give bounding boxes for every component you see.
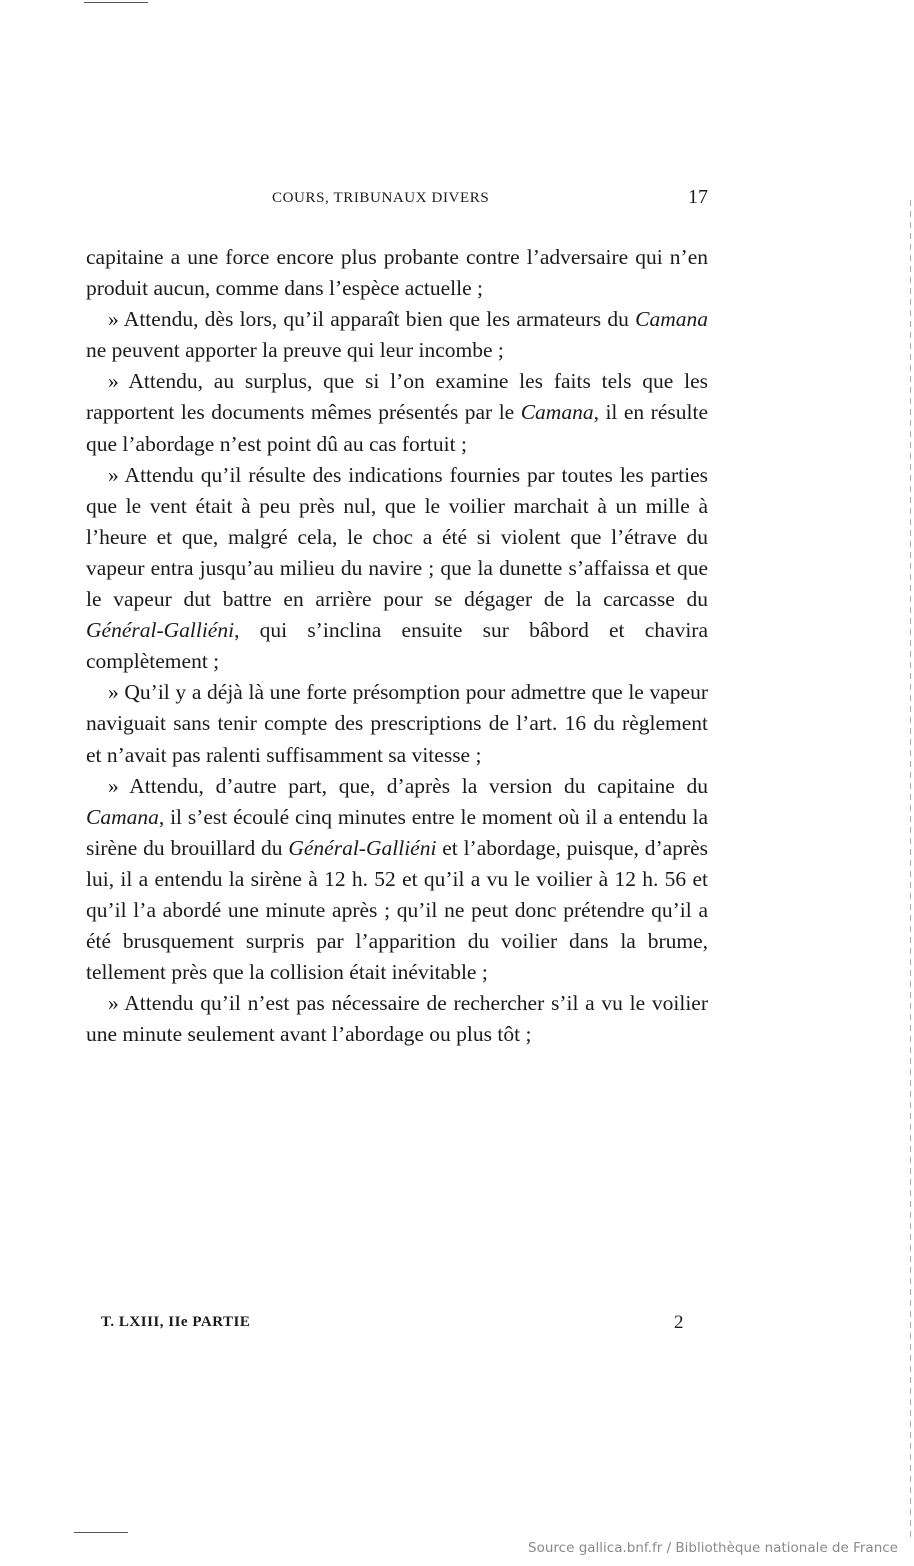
page-edge [910,200,911,1540]
ship-name: Camana [635,307,708,332]
text-run: , qui s’inclina ensuite sur bâbord et chavira complètement ; [86,618,708,674]
text-run: » Attendu qu’il n’est pas nécessaire de rechercher s’il a vu le voilier une minute seulement avant l’abordage ou plus tôt ; [86,991,708,1047]
top-rule [84,2,148,3]
volume-signature: T. LXIII, IIe PARTIE [101,1314,251,1330]
paragraph [86,460,708,678]
ship-name: Général-Galliéni [288,835,437,860]
ship-name: Général-Galliéni [86,618,235,643]
ship-name: Camana [520,400,594,425]
running-head [86,186,708,212]
paragraph [86,304,708,366]
paragraph [86,366,708,459]
body-text [86,242,708,1050]
text-run: , il s’est écoulé cinq minutes entre le moment où il a entendu la sirène du brouillard du [86,804,708,860]
source-credit: Source gallica.bnf.fr / Bibliothèque nationale de France [528,1540,898,1556]
paragraph [86,242,708,304]
text-run: » Attendu, d’autre part, que, d’après la version du capitaine du [108,773,708,798]
text-run: » Attendu, au surplus, que si l’on examine les faits tels que les rapportent les documents mêmes présentés par le [86,369,708,425]
paragraph [86,677,708,770]
text-run: » Qu’il y a déjà là une forte présomption pour admettre que le vapeur naviguait sans tenir compte des prescriptions de l’art. 16 du règlement et n’avait pas ralenti suffisamment sa vitesse ; [86,680,708,767]
text-run: ne peuvent apporter la preuve qui leur incombe ; [86,338,504,363]
text-run: » Attendu, dès lors, qu’il apparaît bien que les armateurs du [108,307,636,332]
running-title: COURS, TRIBUNAUX DIVERS [272,190,490,206]
text-run: et l’abordage, puisque, d’après lui, il a entendu la sirène à 12 h. 52 et qu’il a vu le voilier à 12 h. 56 et qu’il l’a abordé une minute après ; qu’il ne peut donc prétendre qu’il a été brusquement surpris par l’apparition du voilier dans la brume, tellement près que la collision était inévitable ; [86,835,709,985]
text-run: , il en résulte que l’abordage n’est point dû au cas fortuit ; [86,400,708,456]
paragraph [86,771,708,989]
gathering-number: 2 [674,1312,684,1333]
text-run: » Attendu qu’il résulte des indications fournies par toutes les parties que le vent était à peu près nul, que le voilier marchait à un mille à l’heure et que, malgré cela, le choc a été si violent que l’étrave du vapeur entra jusqu’au milieu du navire ; que la dunette s’affaissa et que le vapeur dut battre en arrière pour se dégager de la carcasse du [86,462,708,612]
text-run: capitaine a une force encore plus probante contre l’adversaire qui n’en produit aucun, comme dans l’espèce actuelle ; [86,245,708,301]
bottom-rule [74,1532,128,1533]
page-number: 17 [688,186,708,208]
paragraph [86,988,708,1050]
signature-line [101,1314,701,1338]
ship-name: Camana [86,804,159,829]
